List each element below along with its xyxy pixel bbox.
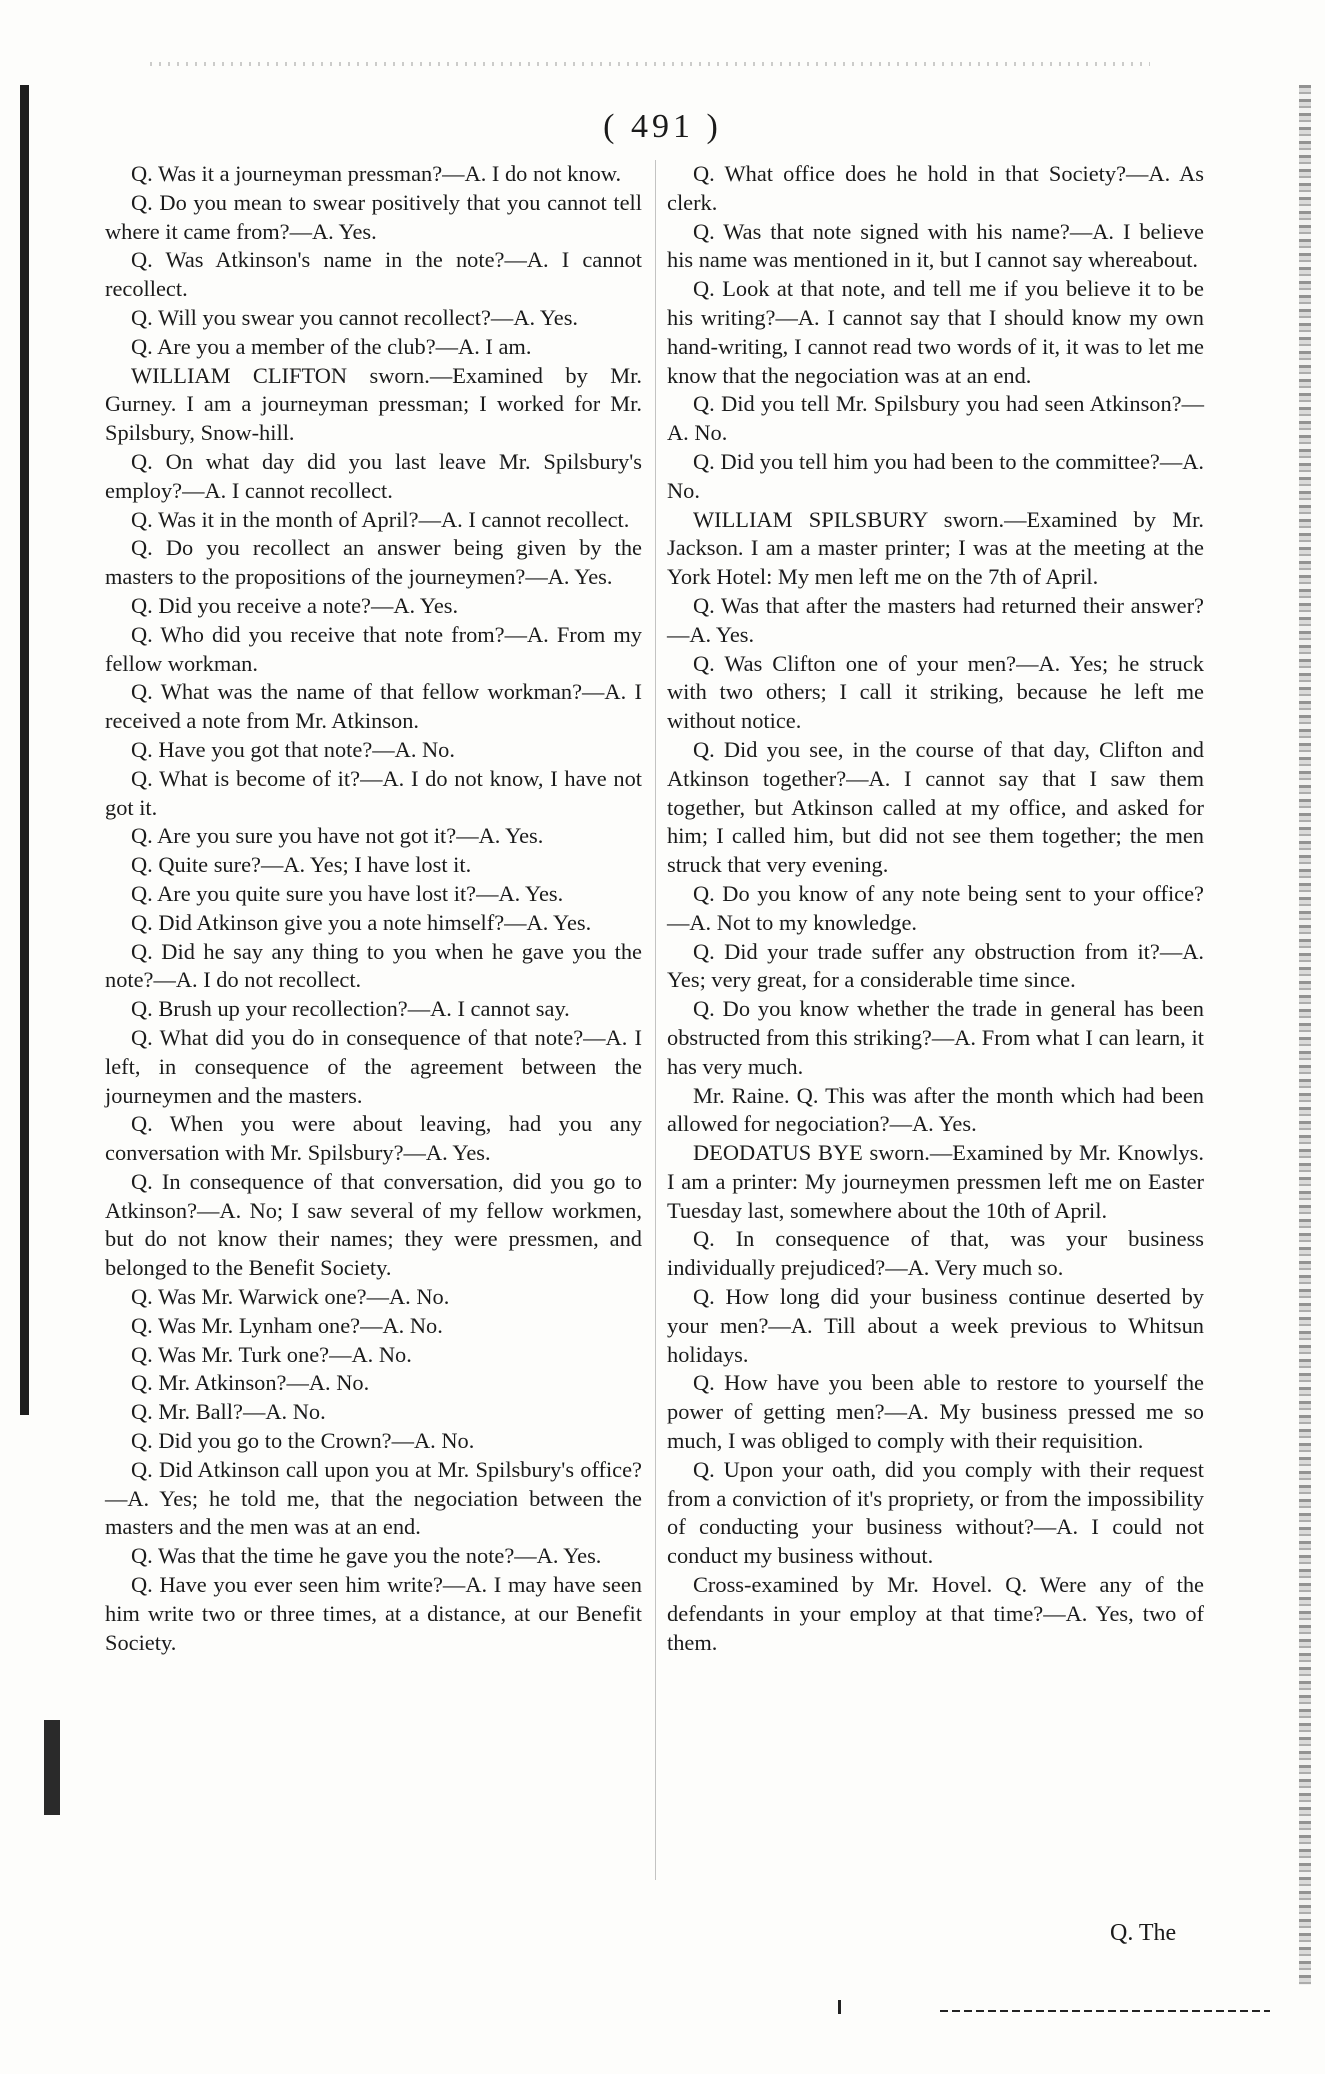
paragraph: Q. In consequence of that, was your business individually prejudiced?—A. Very much so. — [667, 1226, 1204, 1281]
paragraph: Q. Do you recollect an answer being given by the masters to the propositions of the journeymen?—A. Yes. — [105, 535, 642, 590]
scan-mark-bottom — [838, 2000, 841, 2014]
paragraph: Q. Mr. Ball?—A. No. — [131, 1399, 326, 1425]
paragraph: Q. What is become of it?—A. I do not know, I have not got it. — [105, 765, 642, 820]
paragraph: Q. Are you sure you have not got it?—A. Yes. — [131, 823, 544, 849]
paragraph: Q. Did your trade suffer any obstruction from it?—A. Yes; very great, for a considerable time since. — [667, 938, 1204, 993]
paragraph: Q. Was it in the month of April?—A. I cannot recollect. — [131, 506, 630, 532]
witness-paragraph: WILLIAM SPILSBURY sworn.—Examined by Mr. Jackson. I am a master printer; I was at the meeting at the York Hotel: My men left me on the 7th of April. — [667, 506, 1204, 590]
paragraph: Q. Are you a member of the club?—A. I am. — [131, 333, 532, 359]
paragraph: Q. How have you been able to restore to yourself the power of getting men?—A. My business pressed me so much, I was obliged to comply with their requisition. — [667, 1370, 1204, 1454]
paragraph: Q. What office does he hold in that Society?—A. As clerk. — [667, 161, 1204, 215]
paragraph: Q. Was Atkinson's name in the note?—A. I cannot recollect. — [105, 247, 642, 302]
paragraph: Q. Did he say any thing to you when he gave you the note?—A. I do not recollect. — [105, 938, 642, 993]
paragraph: Q. What was the name of that fellow workman?—A. I received a note from Mr. Atkinson. — [105, 679, 642, 734]
paragraph: Q. Did you go to the Crown?—A. No. — [131, 1428, 475, 1454]
paragraph: Q. Have you got that note?—A. No. — [131, 736, 455, 762]
catchword: Q. The — [1110, 1920, 1177, 1946]
paragraph: Q. On what day did you last leave Mr. Spilsbury's employ?—A. I cannot recollect. — [105, 448, 642, 503]
paragraph: Q. Have you ever seen him write?—A. I may have seen him write two or three times, at a distance, at our Benefit Society. — [105, 1572, 642, 1655]
paragraph: Q. Did Atkinson call upon you at Mr. Spilsbury's office?—A. Yes; he told me, that the negociation between the masters and the men was at an end. — [105, 1456, 642, 1540]
scan-rule-bottom — [940, 2010, 1270, 2012]
left-column — [105, 160, 642, 1657]
paragraph: Q. Quite sure?—A. Yes; I have lost it. — [131, 852, 472, 878]
scan-edge-left — [20, 85, 29, 1415]
right-column — [667, 160, 1204, 1657]
column-gutter-rule — [655, 160, 656, 1880]
paragraph: Q. Was Mr. Warwick one?—A. No. — [131, 1284, 450, 1310]
paragraph: Q. Was Clifton one of your men?—A. Yes; he struck with two others; I call it striking, because he left me without notice. — [667, 650, 1204, 734]
paragraph: Q. Did you tell him you had been to the committee?—A. No. — [667, 448, 1204, 503]
paragraph: Q. Did Atkinson give you a note himself?—A. Yes. — [131, 909, 592, 935]
paragraph: Q. Will you swear you cannot recollect?—A. Yes. — [131, 304, 579, 330]
paragraph: Q. Was Mr. Turk one?—A. No. — [131, 1341, 412, 1367]
paragraph: Q. Brush up your recollection?—A. I cannot say. — [131, 996, 570, 1022]
scan-noise-top — [150, 62, 1150, 66]
scan-edge-right — [1299, 85, 1311, 1985]
paragraph: Q. When you were about leaving, had you any conversation with Mr. Spilsbury?—A. Yes. — [105, 1111, 642, 1166]
paragraph: Q. Was that the time he gave you the note?—A. Yes. — [131, 1543, 602, 1569]
paragraph: Mr. Raine. Q. This was after the month which had been allowed for negociation?—A. Yes. — [667, 1082, 1204, 1137]
paragraph: Q. In consequence of that conversation, did you go to Atkinson?—A. No; I saw several of my fellow workmen, but do not know their names; they were pressmen, and belonged to the Benefit Society. — [105, 1168, 642, 1281]
paragraph: Q. Are you quite sure you have lost it?—A. Yes. — [131, 880, 564, 906]
paragraph: Q. Do you mean to swear positively that you cannot tell where it came from?—A. Yes. — [105, 189, 642, 244]
page-number: ( 491 ) — [603, 108, 722, 145]
witness-paragraph: WILLIAM CLIFTON sworn.—Examined by Mr. Gurney. I am a journeyman pressman; I worked for Mr. Spilsbury, Snow-hill. — [105, 362, 642, 446]
paragraph: Q. How long did your business continue deserted by your men?—A. Till about a week previous to Whitsun holidays. — [667, 1284, 1204, 1367]
paragraph: Q. Was that after the masters had returned their answer?—A. Yes. — [667, 592, 1204, 647]
paragraph: Q. Was that note signed with his name?—A. I believe his name was mentioned in it, but I cannot say whereabout. — [667, 218, 1204, 273]
witness-paragraph: DEODATUS BYE sworn.—Examined by Mr. Knowlys. I am a printer: My journeymen pressmen left me on Easter Tuesday last, somewhere about the 10th of April. — [667, 1140, 1204, 1223]
paragraph: Q. Was Mr. Lynham one?—A. No. — [131, 1312, 443, 1338]
paragraph: Q. Do you know whether the trade in general has been obstructed from this striking?—A. From what I can learn, it has very much. — [667, 996, 1204, 1079]
paragraph: Q. Did you tell Mr. Spilsbury you had seen Atkinson?—A. No. — [667, 391, 1204, 446]
paragraph: Cross-examined by Mr. Hovel. Q. Were any of the defendants in your employ at that time?—A. Yes, two of them. — [667, 1572, 1204, 1655]
paragraph: Q. Look at that note, and tell me if you believe it to be his writing?—A. I cannot say that I should know my own hand-writing, I cannot read two words of it, it was to let me know that the negociation was at an end. — [667, 276, 1204, 388]
paragraph: Q. What did you do in consequence of that note?—A. I left, in consequence of the agreement between the journeymen and the masters. — [105, 1024, 642, 1108]
paragraph: Q. Do you know of any note being sent to your office?—A. Not to my knowledge. — [667, 880, 1204, 935]
paragraph: Q. Did you receive a note?—A. Yes. — [131, 592, 459, 618]
paragraph: Q. Mr. Atkinson?—A. No. — [131, 1370, 370, 1396]
paragraph: Q. Was it a journeyman pressman?—A. I do not know. — [131, 161, 622, 186]
paragraph: Q. Did you see, in the course of that day, Clifton and Atkinson together?—A. I cannot say that I saw them together, but Atkinson called at my office, and asked for him; I called him, but did not see them together; the men struck that very evening. — [667, 736, 1204, 878]
paragraph: Q. Who did you receive that note from?—A. From my fellow workman. — [105, 621, 642, 676]
scan-edge-left-lower — [44, 1720, 60, 1815]
paragraph: Q. Upon your oath, did you comply with their request from a conviction of it's propriety, or from the impossibility of conducting your business without?—A. I could not conduct my business without. — [667, 1456, 1204, 1569]
